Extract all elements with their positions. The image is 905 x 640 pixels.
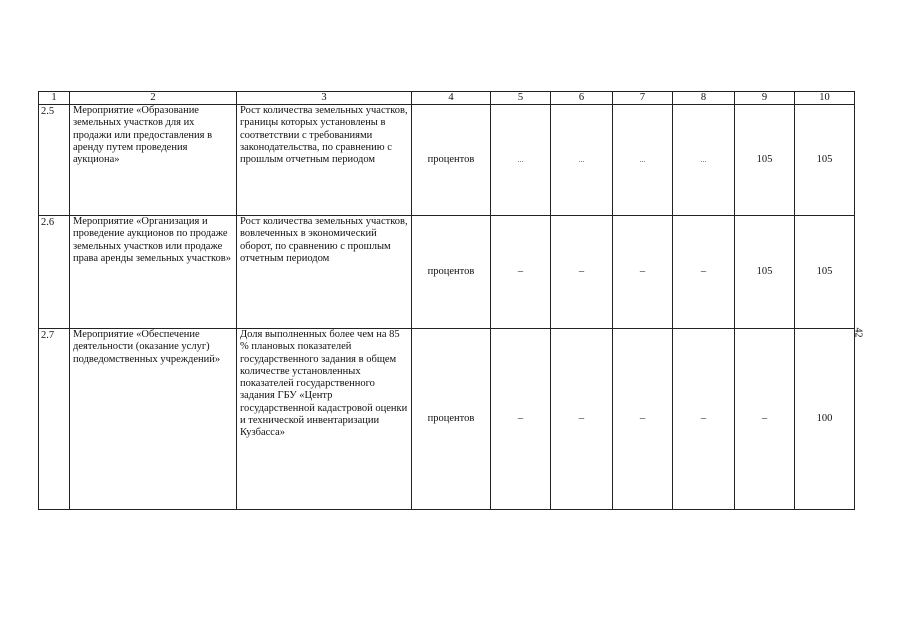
value-cell: 105	[795, 105, 855, 216]
value-cell: –	[551, 216, 613, 329]
table-row	[39, 329, 855, 510]
header-cell: 6	[551, 92, 613, 105]
value-cell: –	[735, 329, 795, 510]
unit-cell: процентов	[412, 216, 491, 329]
header-cell: 3	[237, 92, 412, 105]
table-header-row	[39, 92, 855, 105]
row-number: 2.7	[39, 329, 70, 510]
indicator-name: Доля выполненных более чем на 85 % плановых показателей государственного задания в общем количестве установленных показателей государственного задания ГБУ «Центр государственной кадастровой оценки и технической инвентаризации Кузбасса»	[237, 329, 412, 510]
value-cell: –	[491, 216, 551, 329]
header-cell: 1	[39, 92, 70, 105]
header-cell: 10	[795, 92, 855, 105]
value-cell: ...	[551, 105, 613, 216]
value-cell: –	[673, 216, 735, 329]
page-number: 42	[852, 327, 864, 338]
row-number: 2.6	[39, 216, 70, 329]
header-cell: 8	[673, 92, 735, 105]
value-cell: –	[673, 329, 735, 510]
header-cell: 4	[412, 92, 491, 105]
event-name: Мероприятие «Обеспечение деятельности (оказание услуг) подведомственных учреждений»	[70, 329, 237, 510]
value-cell: –	[491, 329, 551, 510]
value-cell: 105	[795, 216, 855, 329]
value-cell: –	[551, 329, 613, 510]
indicator-name: Рост количества земельных участков, вовлеченных в экономический оборот, по сравнению с прошлым отчетным периодом	[237, 216, 412, 329]
value-cell: ...	[673, 105, 735, 216]
value-cell: 105	[735, 105, 795, 216]
unit-cell: процентов	[412, 105, 491, 216]
value-cell: 105	[735, 216, 795, 329]
row-number: 2.5	[39, 105, 70, 216]
header-cell: 9	[735, 92, 795, 105]
value-cell: ...	[491, 105, 551, 216]
table-row	[39, 105, 855, 216]
value-cell: 100	[795, 329, 855, 510]
header-cell: 2	[70, 92, 237, 105]
value-cell: ...	[613, 105, 673, 216]
value-cell: –	[613, 216, 673, 329]
header-cell: 7	[613, 92, 673, 105]
indicator-name: Рост количества земельных участков, границы которых установлены в соответствии с требованиями законодательства, по сравнению с прошлым отчетным периодом	[237, 105, 412, 216]
table-row	[39, 216, 855, 329]
header-cell: 5	[491, 92, 551, 105]
unit-cell: процентов	[412, 329, 491, 510]
event-name: Мероприятие «Образование земельных участков для их продажи или предоставления в аренду путем проведения аукциона»	[70, 105, 237, 216]
value-cell: –	[613, 329, 673, 510]
event-name: Мероприятие «Организация и проведение аукционов по продаже земельных участков или продаже права аренды земельных участков»	[70, 216, 237, 329]
measures-table	[38, 91, 855, 510]
